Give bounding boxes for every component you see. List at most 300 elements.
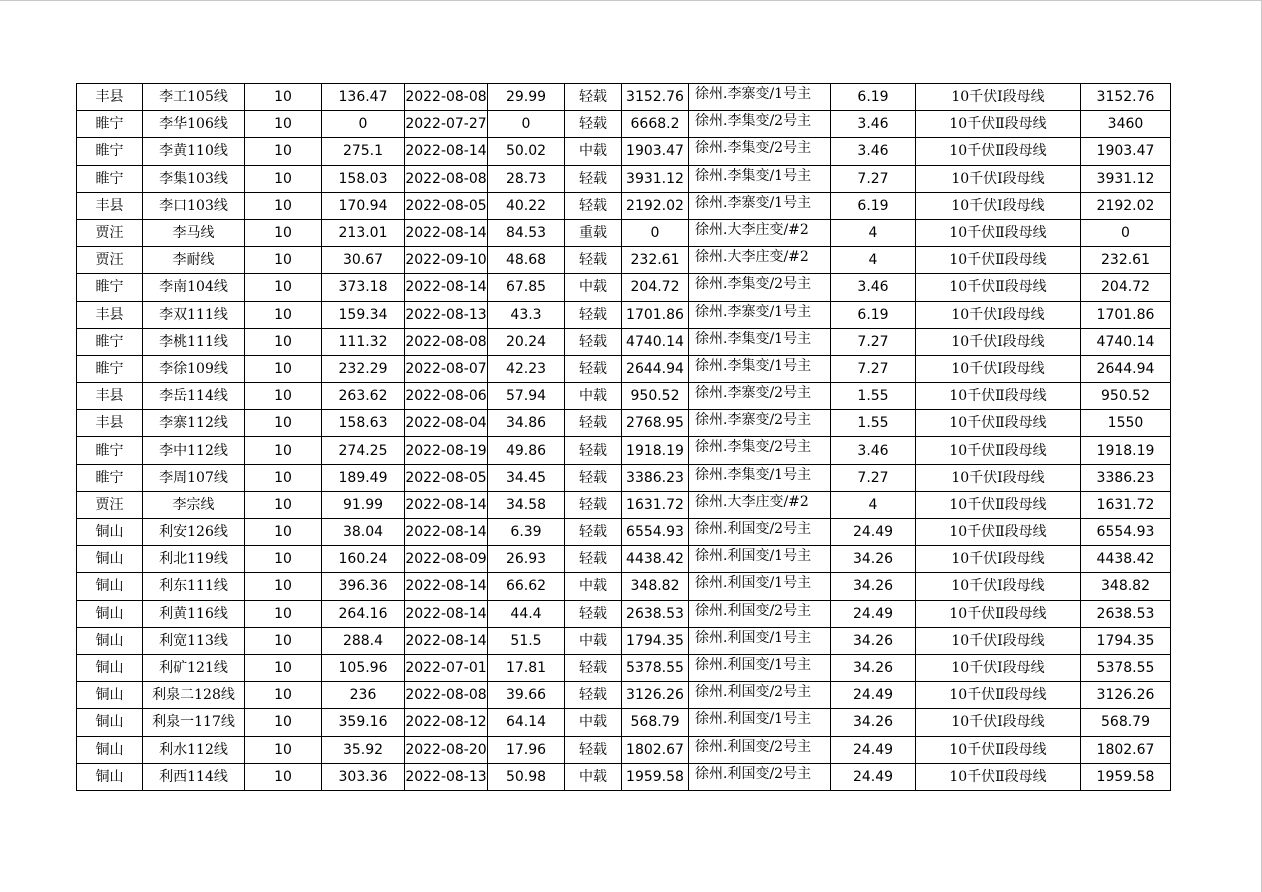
remaining-capacity-cell: 1701.86 [1081, 301, 1171, 328]
load-status-cell: 中载 [565, 709, 622, 736]
load-rate-cell: 34.86 [488, 410, 565, 437]
busbar-cell: 10千伏Ⅱ段母线 [916, 111, 1081, 138]
current-cell: 288.4 [322, 627, 405, 654]
substation-cell: 徐州.李寨变/2号主 [689, 383, 831, 410]
current-cell: 170.94 [322, 192, 405, 219]
available-capacity-cell: 2768.95 [622, 410, 689, 437]
current-cell: 136.47 [322, 84, 405, 111]
line-name-cell: 李双111线 [143, 301, 245, 328]
substation-cell: 徐州.李集变/1号主 [689, 355, 831, 382]
substation-cell: 徐州.利国变/1号主 [689, 654, 831, 681]
substation-cell: 徐州.李寨变/2号主 [689, 410, 831, 437]
line-name-cell: 李工105线 [143, 84, 245, 111]
date-cell: 2022-08-05 [405, 464, 488, 491]
remaining-capacity-cell: 568.79 [1081, 709, 1171, 736]
busbar-cell: 10千伏Ⅰ段母线 [916, 355, 1081, 382]
current-cell: 35.92 [322, 736, 405, 763]
current-cell: 232.29 [322, 355, 405, 382]
county-cell: 睢宁 [77, 437, 143, 464]
line-name-cell: 利北119线 [143, 546, 245, 573]
county-cell: 铜山 [77, 546, 143, 573]
voltage-cell: 10 [245, 328, 322, 355]
remaining-capacity-cell: 1802.67 [1081, 736, 1171, 763]
current-cell: 275.1 [322, 138, 405, 165]
current-cell: 158.03 [322, 165, 405, 192]
remaining-capacity-cell: 204.72 [1081, 274, 1171, 301]
line-name-cell: 利安126线 [143, 519, 245, 546]
available-capacity-cell: 6668.2 [622, 111, 689, 138]
load-status-cell: 中载 [565, 138, 622, 165]
load-rate-cell: 43.3 [488, 301, 565, 328]
substation-cell: 徐州.李集变/1号主 [689, 165, 831, 192]
load-status-cell: 中载 [565, 573, 622, 600]
substation-cell: 徐州.利国变/1号主 [689, 627, 831, 654]
county-cell: 睢宁 [77, 328, 143, 355]
busbar-cell: 10千伏Ⅰ段母线 [916, 627, 1081, 654]
load-rate-cell: 0 [488, 111, 565, 138]
substation-cell: 徐州.大李庄变/#2 [689, 491, 831, 518]
table-row [77, 682, 1171, 709]
table-row [77, 437, 1171, 464]
line-name-cell: 利泉二128线 [143, 682, 245, 709]
current-cell: 373.18 [322, 274, 405, 301]
date-cell: 2022-08-12 [405, 709, 488, 736]
table-row [77, 546, 1171, 573]
load-status-cell: 轻载 [565, 682, 622, 709]
table-row [77, 383, 1171, 410]
remaining-capacity-cell: 3931.12 [1081, 165, 1171, 192]
load-rate-cell: 49.86 [488, 437, 565, 464]
county-cell: 睢宁 [77, 138, 143, 165]
transformer-capacity-cell: 34.26 [831, 654, 916, 681]
date-cell: 2022-08-14 [405, 600, 488, 627]
county-cell: 铜山 [77, 519, 143, 546]
voltage-cell: 10 [245, 654, 322, 681]
remaining-capacity-cell: 232.61 [1081, 247, 1171, 274]
transformer-capacity-cell: 3.46 [831, 437, 916, 464]
current-cell: 158.63 [322, 410, 405, 437]
remaining-capacity-cell: 3460 [1081, 111, 1171, 138]
load-status-cell: 轻载 [565, 600, 622, 627]
current-cell: 264.16 [322, 600, 405, 627]
substation-cell: 徐州.大李庄变/#2 [689, 219, 831, 246]
load-status-cell: 中载 [565, 274, 622, 301]
county-cell: 铜山 [77, 654, 143, 681]
transformer-capacity-cell: 3.46 [831, 274, 916, 301]
county-cell: 铜山 [77, 709, 143, 736]
available-capacity-cell: 2192.02 [622, 192, 689, 219]
available-capacity-cell: 6554.93 [622, 519, 689, 546]
busbar-cell: 10千伏Ⅱ段母线 [916, 274, 1081, 301]
line-name-cell: 利矿121线 [143, 654, 245, 681]
line-name-cell: 李宗线 [143, 491, 245, 518]
line-name-cell: 李耐线 [143, 247, 245, 274]
county-cell: 铜山 [77, 736, 143, 763]
available-capacity-cell: 3931.12 [622, 165, 689, 192]
substation-cell: 徐州.利国变/1号主 [689, 546, 831, 573]
busbar-cell: 10千伏Ⅱ段母线 [916, 410, 1081, 437]
available-capacity-cell: 5378.55 [622, 654, 689, 681]
table-row [77, 111, 1171, 138]
current-cell: 396.36 [322, 573, 405, 600]
available-capacity-cell: 1794.35 [622, 627, 689, 654]
remaining-capacity-cell: 1918.19 [1081, 437, 1171, 464]
remaining-capacity-cell: 3386.23 [1081, 464, 1171, 491]
voltage-cell: 10 [245, 491, 322, 518]
table-row [77, 301, 1171, 328]
transformer-capacity-cell: 24.49 [831, 736, 916, 763]
remaining-capacity-cell: 1794.35 [1081, 627, 1171, 654]
substation-cell: 徐州.李集变/1号主 [689, 464, 831, 491]
remaining-capacity-cell: 4438.42 [1081, 546, 1171, 573]
load-rate-cell: 50.02 [488, 138, 565, 165]
voltage-cell: 10 [245, 383, 322, 410]
date-cell: 2022-08-05 [405, 192, 488, 219]
substation-cell: 徐州.李集变/2号主 [689, 111, 831, 138]
county-cell: 铜山 [77, 600, 143, 627]
busbar-cell: 10千伏Ⅰ段母线 [916, 709, 1081, 736]
available-capacity-cell: 348.82 [622, 573, 689, 600]
available-capacity-cell: 3386.23 [622, 464, 689, 491]
current-cell: 303.36 [322, 763, 405, 790]
current-cell: 274.25 [322, 437, 405, 464]
line-name-cell: 李徐109线 [143, 355, 245, 382]
transformer-capacity-cell: 1.55 [831, 410, 916, 437]
date-cell: 2022-08-14 [405, 274, 488, 301]
load-status-cell: 轻载 [565, 491, 622, 518]
remaining-capacity-cell: 950.52 [1081, 383, 1171, 410]
load-rate-cell: 67.85 [488, 274, 565, 301]
busbar-cell: 10千伏Ⅰ段母线 [916, 165, 1081, 192]
table-row [77, 274, 1171, 301]
table-row [77, 709, 1171, 736]
remaining-capacity-cell: 1959.58 [1081, 763, 1171, 790]
transformer-capacity-cell: 4 [831, 219, 916, 246]
voltage-cell: 10 [245, 138, 322, 165]
transformer-capacity-cell: 34.26 [831, 709, 916, 736]
county-cell: 贾汪 [77, 247, 143, 274]
date-cell: 2022-08-04 [405, 410, 488, 437]
load-status-cell: 轻载 [565, 165, 622, 192]
line-name-cell: 李周107线 [143, 464, 245, 491]
load-status-cell: 轻载 [565, 192, 622, 219]
county-cell: 丰县 [77, 192, 143, 219]
transformer-capacity-cell: 4 [831, 491, 916, 518]
load-status-cell: 轻载 [565, 546, 622, 573]
load-status-cell: 轻载 [565, 437, 622, 464]
busbar-cell: 10千伏Ⅰ段母线 [916, 192, 1081, 219]
table-body [77, 84, 1171, 791]
voltage-cell: 10 [245, 274, 322, 301]
date-cell: 2022-08-14 [405, 138, 488, 165]
county-cell: 睢宁 [77, 274, 143, 301]
current-cell: 236 [322, 682, 405, 709]
line-name-cell: 李桃111线 [143, 328, 245, 355]
available-capacity-cell: 232.61 [622, 247, 689, 274]
line-name-cell: 利泉一117线 [143, 709, 245, 736]
busbar-cell: 10千伏Ⅱ段母线 [916, 682, 1081, 709]
table-row [77, 763, 1171, 790]
line-name-cell: 李寨112线 [143, 410, 245, 437]
available-capacity-cell: 2644.94 [622, 355, 689, 382]
load-status-cell: 轻载 [565, 654, 622, 681]
load-rate-cell: 39.66 [488, 682, 565, 709]
table-row [77, 219, 1171, 246]
substation-cell: 徐州.李寨变/1号主 [689, 192, 831, 219]
substation-cell: 徐州.大李庄变/#2 [689, 247, 831, 274]
date-cell: 2022-08-19 [405, 437, 488, 464]
data-table [76, 83, 1171, 791]
voltage-cell: 10 [245, 736, 322, 763]
busbar-cell: 10千伏Ⅱ段母线 [916, 519, 1081, 546]
voltage-cell: 10 [245, 192, 322, 219]
busbar-cell: 10千伏Ⅱ段母线 [916, 383, 1081, 410]
load-rate-cell: 34.45 [488, 464, 565, 491]
voltage-cell: 10 [245, 111, 322, 138]
voltage-cell: 10 [245, 219, 322, 246]
county-cell: 贾汪 [77, 491, 143, 518]
voltage-cell: 10 [245, 546, 322, 573]
load-rate-cell: 50.98 [488, 763, 565, 790]
load-status-cell: 轻载 [565, 410, 622, 437]
voltage-cell: 10 [245, 763, 322, 790]
available-capacity-cell: 1903.47 [622, 138, 689, 165]
county-cell: 丰县 [77, 410, 143, 437]
current-cell: 105.96 [322, 654, 405, 681]
date-cell: 2022-08-09 [405, 546, 488, 573]
remaining-capacity-cell: 1903.47 [1081, 138, 1171, 165]
transformer-capacity-cell: 6.19 [831, 84, 916, 111]
voltage-cell: 10 [245, 355, 322, 382]
available-capacity-cell: 4438.42 [622, 546, 689, 573]
substation-cell: 徐州.李集变/1号主 [689, 328, 831, 355]
line-name-cell: 李南104线 [143, 274, 245, 301]
load-rate-cell: 64.14 [488, 709, 565, 736]
substation-cell: 徐州.利国变/2号主 [689, 682, 831, 709]
voltage-cell: 10 [245, 464, 322, 491]
busbar-cell: 10千伏Ⅰ段母线 [916, 654, 1081, 681]
busbar-cell: 10千伏Ⅱ段母线 [916, 491, 1081, 518]
voltage-cell: 10 [245, 627, 322, 654]
available-capacity-cell: 0 [622, 219, 689, 246]
load-rate-cell: 6.39 [488, 519, 565, 546]
remaining-capacity-cell: 1631.72 [1081, 491, 1171, 518]
county-cell: 铜山 [77, 763, 143, 790]
date-cell: 2022-08-06 [405, 383, 488, 410]
substation-cell: 徐州.李集变/2号主 [689, 274, 831, 301]
county-cell: 丰县 [77, 301, 143, 328]
substation-cell: 徐州.利国变/1号主 [689, 573, 831, 600]
transformer-capacity-cell: 7.27 [831, 355, 916, 382]
transformer-capacity-cell: 6.19 [831, 301, 916, 328]
load-status-cell: 轻载 [565, 464, 622, 491]
current-cell: 213.01 [322, 219, 405, 246]
voltage-cell: 10 [245, 519, 322, 546]
date-cell: 2022-08-20 [405, 736, 488, 763]
busbar-cell: 10千伏Ⅱ段母线 [916, 247, 1081, 274]
transformer-capacity-cell: 7.27 [831, 464, 916, 491]
county-cell: 睢宁 [77, 165, 143, 192]
date-cell: 2022-09-10 [405, 247, 488, 274]
load-status-cell: 轻载 [565, 301, 622, 328]
available-capacity-cell: 1802.67 [622, 736, 689, 763]
table-row [77, 247, 1171, 274]
remaining-capacity-cell: 3152.76 [1081, 84, 1171, 111]
table-row [77, 84, 1171, 111]
date-cell: 2022-08-14 [405, 573, 488, 600]
remaining-capacity-cell: 3126.26 [1081, 682, 1171, 709]
load-status-cell: 轻载 [565, 736, 622, 763]
load-status-cell: 重载 [565, 219, 622, 246]
load-rate-cell: 51.5 [488, 627, 565, 654]
available-capacity-cell: 204.72 [622, 274, 689, 301]
transformer-capacity-cell: 24.49 [831, 600, 916, 627]
busbar-cell: 10千伏Ⅰ段母线 [916, 546, 1081, 573]
current-cell: 111.32 [322, 328, 405, 355]
load-rate-cell: 34.58 [488, 491, 565, 518]
date-cell: 2022-08-08 [405, 165, 488, 192]
table-row [77, 355, 1171, 382]
line-name-cell: 李中112线 [143, 437, 245, 464]
date-cell: 2022-08-08 [405, 682, 488, 709]
busbar-cell: 10千伏Ⅱ段母线 [916, 219, 1081, 246]
remaining-capacity-cell: 5378.55 [1081, 654, 1171, 681]
current-cell: 189.49 [322, 464, 405, 491]
current-cell: 38.04 [322, 519, 405, 546]
load-rate-cell: 57.94 [488, 383, 565, 410]
remaining-capacity-cell: 2192.02 [1081, 192, 1171, 219]
busbar-cell: 10千伏Ⅱ段母线 [916, 437, 1081, 464]
load-rate-cell: 28.73 [488, 165, 565, 192]
load-rate-cell: 20.24 [488, 328, 565, 355]
county-cell: 睢宁 [77, 464, 143, 491]
transformer-capacity-cell: 24.49 [831, 682, 916, 709]
busbar-cell: 10千伏Ⅱ段母线 [916, 138, 1081, 165]
line-name-cell: 利黄116线 [143, 600, 245, 627]
table-row [77, 573, 1171, 600]
date-cell: 2022-08-13 [405, 301, 488, 328]
load-rate-cell: 26.93 [488, 546, 565, 573]
current-cell: 30.67 [322, 247, 405, 274]
available-capacity-cell: 1631.72 [622, 491, 689, 518]
county-cell: 铜山 [77, 573, 143, 600]
available-capacity-cell: 3126.26 [622, 682, 689, 709]
remaining-capacity-cell: 348.82 [1081, 573, 1171, 600]
current-cell: 91.99 [322, 491, 405, 518]
busbar-cell: 10千伏Ⅰ段母线 [916, 464, 1081, 491]
load-status-cell: 中载 [565, 763, 622, 790]
county-cell: 铜山 [77, 682, 143, 709]
available-capacity-cell: 950.52 [622, 383, 689, 410]
voltage-cell: 10 [245, 84, 322, 111]
table-row [77, 328, 1171, 355]
date-cell: 2022-08-07 [405, 355, 488, 382]
load-rate-cell: 48.68 [488, 247, 565, 274]
substation-cell: 徐州.利国变/2号主 [689, 736, 831, 763]
remaining-capacity-cell: 2644.94 [1081, 355, 1171, 382]
busbar-cell: 10千伏Ⅰ段母线 [916, 328, 1081, 355]
voltage-cell: 10 [245, 247, 322, 274]
date-cell: 2022-08-08 [405, 328, 488, 355]
line-name-cell: 利宽113线 [143, 627, 245, 654]
available-capacity-cell: 1701.86 [622, 301, 689, 328]
remaining-capacity-cell: 0 [1081, 219, 1171, 246]
substation-cell: 徐州.利国变/2号主 [689, 600, 831, 627]
busbar-cell: 10千伏Ⅰ段母线 [916, 301, 1081, 328]
table-row [77, 410, 1171, 437]
load-rate-cell: 17.96 [488, 736, 565, 763]
available-capacity-cell: 4740.14 [622, 328, 689, 355]
available-capacity-cell: 1959.58 [622, 763, 689, 790]
current-cell: 0 [322, 111, 405, 138]
load-status-cell: 轻载 [565, 519, 622, 546]
line-name-cell: 李黄110线 [143, 138, 245, 165]
current-cell: 359.16 [322, 709, 405, 736]
voltage-cell: 10 [245, 600, 322, 627]
voltage-cell: 10 [245, 301, 322, 328]
date-cell: 2022-08-14 [405, 491, 488, 518]
table-row [77, 600, 1171, 627]
available-capacity-cell: 3152.76 [622, 84, 689, 111]
line-name-cell: 利西114线 [143, 763, 245, 790]
transformer-capacity-cell: 6.19 [831, 192, 916, 219]
county-cell: 睢宁 [77, 355, 143, 382]
substation-cell: 徐州.李集变/2号主 [689, 138, 831, 165]
county-cell: 丰县 [77, 84, 143, 111]
transformer-capacity-cell: 1.55 [831, 383, 916, 410]
date-cell: 2022-08-14 [405, 519, 488, 546]
date-cell: 2022-08-08 [405, 84, 488, 111]
remaining-capacity-cell: 2638.53 [1081, 600, 1171, 627]
load-rate-cell: 17.81 [488, 654, 565, 681]
line-name-cell: 利东111线 [143, 573, 245, 600]
substation-cell: 徐州.利国变/1号主 [689, 709, 831, 736]
load-rate-cell: 66.62 [488, 573, 565, 600]
date-cell: 2022-08-14 [405, 219, 488, 246]
available-capacity-cell: 2638.53 [622, 600, 689, 627]
remaining-capacity-cell: 1550 [1081, 410, 1171, 437]
voltage-cell: 10 [245, 437, 322, 464]
table-row [77, 464, 1171, 491]
transformer-capacity-cell: 3.46 [831, 111, 916, 138]
current-cell: 159.34 [322, 301, 405, 328]
load-rate-cell: 29.99 [488, 84, 565, 111]
load-rate-cell: 44.4 [488, 600, 565, 627]
table-row [77, 627, 1171, 654]
line-name-cell: 李集103线 [143, 165, 245, 192]
county-cell: 铜山 [77, 627, 143, 654]
date-cell: 2022-08-13 [405, 763, 488, 790]
line-name-cell: 李华106线 [143, 111, 245, 138]
substation-cell: 徐州.利国变/2号主 [689, 519, 831, 546]
busbar-cell: 10千伏Ⅱ段母线 [916, 600, 1081, 627]
table-row [77, 192, 1171, 219]
busbar-cell: 10千伏Ⅱ段母线 [916, 736, 1081, 763]
table-row [77, 491, 1171, 518]
current-cell: 263.62 [322, 383, 405, 410]
table-row [77, 519, 1171, 546]
current-cell: 160.24 [322, 546, 405, 573]
busbar-cell: 10千伏Ⅰ段母线 [916, 573, 1081, 600]
table-row [77, 138, 1171, 165]
transformer-capacity-cell: 7.27 [831, 328, 916, 355]
load-status-cell: 轻载 [565, 111, 622, 138]
table-row [77, 165, 1171, 192]
transformer-capacity-cell: 7.27 [831, 165, 916, 192]
voltage-cell: 10 [245, 682, 322, 709]
line-name-cell: 李岳114线 [143, 383, 245, 410]
available-capacity-cell: 1918.19 [622, 437, 689, 464]
